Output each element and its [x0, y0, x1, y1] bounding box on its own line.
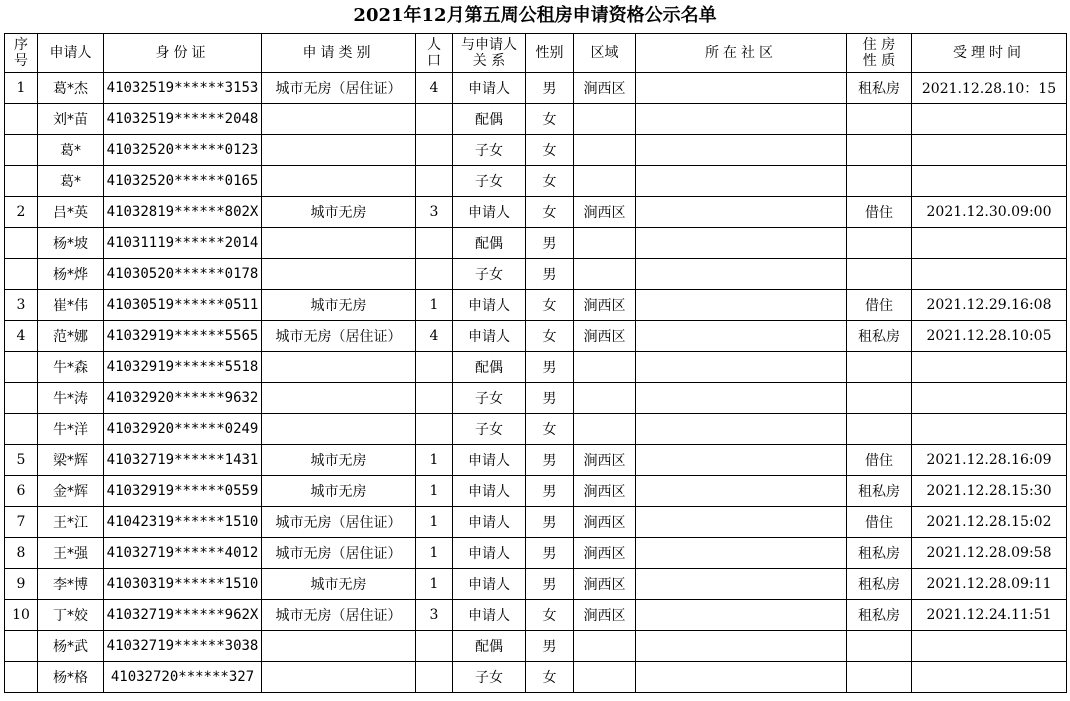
cell-category — [262, 228, 416, 259]
table-row — [5, 135, 1067, 166]
cell-seq — [5, 166, 38, 197]
header-seq-line1: 序 — [14, 37, 28, 53]
cell-relation: 申请人 — [453, 445, 526, 476]
cell-gender: 男 — [526, 259, 574, 290]
cell-time — [912, 135, 1067, 166]
cell-district: 涧西区 — [574, 600, 636, 631]
cell-seq: 1 — [5, 73, 38, 104]
header-category-text: 申请类别 — [302, 45, 375, 61]
cell-category: 城市无房（居住证） — [262, 600, 416, 631]
cell-category: 城市无房 — [262, 290, 416, 321]
cell-community — [636, 383, 847, 414]
header-gender: 性别 — [526, 34, 574, 73]
cell-id: 41032919******5518 — [104, 352, 262, 383]
cell-time: 2021.12.28.09:11 — [912, 569, 1067, 600]
cell-population: 1 — [416, 445, 453, 476]
cell-relation: 子女 — [453, 135, 526, 166]
cell-relation: 子女 — [453, 259, 526, 290]
cell-district — [574, 383, 636, 414]
cell-relation: 申请人 — [453, 290, 526, 321]
cell-time — [912, 104, 1067, 135]
cell-gender: 男 — [526, 631, 574, 662]
cell-applicant: 杨*武 — [38, 631, 104, 662]
header-community-text: 所在社区 — [705, 45, 777, 61]
cell-id: 41032719******962X — [104, 600, 262, 631]
cell-gender: 女 — [526, 321, 574, 352]
cell-applicant: 杨*坡 — [38, 228, 104, 259]
table-row — [5, 73, 1067, 104]
table-row — [5, 104, 1067, 135]
cell-id: 41032520******0123 — [104, 135, 262, 166]
cell-population: 1 — [416, 507, 453, 538]
cell-housing — [847, 352, 912, 383]
cell-id: 41030319******1510 — [104, 569, 262, 600]
header-housing — [847, 34, 912, 73]
cell-id: 41032819******802X — [104, 197, 262, 228]
cell-id: 41032519******2048 — [104, 104, 262, 135]
cell-population — [416, 104, 453, 135]
cell-seq — [5, 228, 38, 259]
cell-id: 41032719******1431 — [104, 445, 262, 476]
cell-applicant: 崔*伟 — [38, 290, 104, 321]
cell-gender: 女 — [526, 104, 574, 135]
cell-housing — [847, 414, 912, 445]
cell-gender: 女 — [526, 600, 574, 631]
header-time-text: 受理时间 — [953, 45, 1025, 61]
cell-applicant: 牛*洋 — [38, 414, 104, 445]
cell-category: 城市无房（居住证） — [262, 321, 416, 352]
cell-applicant: 牛*涛 — [38, 383, 104, 414]
cell-applicant: 刘*苗 — [38, 104, 104, 135]
cell-seq: 9 — [5, 569, 38, 600]
cell-population: 1 — [416, 290, 453, 321]
table-row — [5, 600, 1067, 631]
cell-community — [636, 73, 847, 104]
cell-district — [574, 414, 636, 445]
cell-population: 3 — [416, 600, 453, 631]
cell-applicant: 牛*森 — [38, 352, 104, 383]
cell-housing — [847, 104, 912, 135]
cell-district — [574, 631, 636, 662]
cell-time — [912, 662, 1067, 693]
cell-community — [636, 135, 847, 166]
cell-applicant: 葛*杰 — [38, 73, 104, 104]
cell-time — [912, 383, 1067, 414]
cell-relation: 子女 — [453, 383, 526, 414]
table-row — [5, 228, 1067, 259]
cell-district: 涧西区 — [574, 290, 636, 321]
header-population — [416, 34, 453, 73]
cell-relation: 配偶 — [453, 104, 526, 135]
cell-community — [636, 600, 847, 631]
table-row — [5, 352, 1067, 383]
cell-seq: 3 — [5, 290, 38, 321]
cell-housing — [847, 228, 912, 259]
table-row — [5, 166, 1067, 197]
cell-seq — [5, 414, 38, 445]
cell-time: 2021.12.28.10：15 — [912, 73, 1067, 104]
cell-population: 4 — [416, 321, 453, 352]
cell-id: 41030519******0511 — [104, 290, 262, 321]
cell-category — [262, 259, 416, 290]
cell-category — [262, 104, 416, 135]
cell-time — [912, 259, 1067, 290]
cell-seq — [5, 104, 38, 135]
cell-housing: 借住 — [847, 290, 912, 321]
table-row — [5, 476, 1067, 507]
cell-district — [574, 104, 636, 135]
cell-population: 3 — [416, 197, 453, 228]
cell-housing: 租私房 — [847, 538, 912, 569]
cell-category: 城市无房（居住证） — [262, 538, 416, 569]
cell-relation: 子女 — [453, 662, 526, 693]
cell-seq: 4 — [5, 321, 38, 352]
cell-housing — [847, 631, 912, 662]
cell-community — [636, 197, 847, 228]
cell-time: 2021.12.28.10:05 — [912, 321, 1067, 352]
cell-time: 2021.12.30.09:00 — [912, 197, 1067, 228]
cell-community — [636, 166, 847, 197]
cell-relation: 申请人 — [453, 197, 526, 228]
cell-category: 城市无房 — [262, 476, 416, 507]
cell-housing: 租私房 — [847, 73, 912, 104]
cell-district — [574, 662, 636, 693]
table-row — [5, 631, 1067, 662]
cell-district — [574, 166, 636, 197]
cell-applicant: 王*强 — [38, 538, 104, 569]
cell-gender: 男 — [526, 476, 574, 507]
table-row — [5, 445, 1067, 476]
header-id — [104, 34, 262, 73]
cell-district: 涧西区 — [574, 538, 636, 569]
header-housing-line2: 性 质 — [862, 53, 896, 69]
cell-population — [416, 631, 453, 662]
cell-category — [262, 631, 416, 662]
table-row — [5, 197, 1067, 228]
cell-relation: 配偶 — [453, 631, 526, 662]
cell-category: 城市无房 — [262, 569, 416, 600]
cell-community — [636, 569, 847, 600]
cell-time — [912, 166, 1067, 197]
header-relation — [453, 34, 526, 73]
cell-applicant: 葛* — [38, 166, 104, 197]
cell-relation: 申请人 — [453, 569, 526, 600]
cell-seq: 2 — [5, 197, 38, 228]
cell-category — [262, 383, 416, 414]
cell-time: 2021.12.28.09:58 — [912, 538, 1067, 569]
cell-category — [262, 135, 416, 166]
cell-seq: 7 — [5, 507, 38, 538]
cell-population — [416, 166, 453, 197]
cell-district: 涧西区 — [574, 507, 636, 538]
cell-relation: 申请人 — [453, 538, 526, 569]
cell-community — [636, 662, 847, 693]
cell-population — [416, 228, 453, 259]
cell-housing: 租私房 — [847, 569, 912, 600]
header-seq-line2: 号 — [14, 53, 28, 69]
cell-population: 1 — [416, 538, 453, 569]
cell-applicant: 葛* — [38, 135, 104, 166]
header-relation-line1: 与申请人 — [461, 37, 517, 53]
cell-id: 41042319******1510 — [104, 507, 262, 538]
cell-housing: 租私房 — [847, 600, 912, 631]
applicant-table — [4, 33, 1067, 693]
cell-id: 41032719******3038 — [104, 631, 262, 662]
cell-applicant: 丁*姣 — [38, 600, 104, 631]
cell-seq: 10 — [5, 600, 38, 631]
cell-community — [636, 352, 847, 383]
table-header-row — [5, 34, 1067, 73]
cell-seq — [5, 135, 38, 166]
header-seq — [5, 34, 38, 73]
cell-relation: 配偶 — [453, 352, 526, 383]
cell-relation: 申请人 — [453, 600, 526, 631]
cell-community — [636, 228, 847, 259]
cell-district: 涧西区 — [574, 476, 636, 507]
cell-relation: 子女 — [453, 414, 526, 445]
cell-time: 2021.12.28.15:02 — [912, 507, 1067, 538]
table-row — [5, 507, 1067, 538]
cell-gender: 男 — [526, 352, 574, 383]
cell-gender: 男 — [526, 73, 574, 104]
cell-housing — [847, 383, 912, 414]
cell-population: 4 — [416, 73, 453, 104]
cell-category — [262, 352, 416, 383]
cell-district — [574, 135, 636, 166]
cell-community — [636, 414, 847, 445]
header-applicant: 申请人 — [38, 34, 104, 73]
cell-id: 41032720******327 — [104, 662, 262, 693]
cell-relation: 配偶 — [453, 228, 526, 259]
cell-seq — [5, 259, 38, 290]
cell-district: 涧西区 — [574, 321, 636, 352]
cell-population — [416, 414, 453, 445]
cell-id: 41032519******3153 — [104, 73, 262, 104]
cell-seq — [5, 662, 38, 693]
cell-category — [262, 166, 416, 197]
cell-id: 41032920******0249 — [104, 414, 262, 445]
cell-gender: 男 — [526, 445, 574, 476]
cell-category — [262, 414, 416, 445]
cell-population — [416, 383, 453, 414]
cell-district — [574, 259, 636, 290]
cell-applicant: 杨*格 — [38, 662, 104, 693]
header-population-line1: 人 — [427, 37, 441, 53]
table-row — [5, 290, 1067, 321]
cell-applicant: 王*江 — [38, 507, 104, 538]
cell-seq: 5 — [5, 445, 38, 476]
cell-gender: 女 — [526, 414, 574, 445]
cell-gender: 男 — [526, 383, 574, 414]
cell-community — [636, 631, 847, 662]
cell-gender: 男 — [526, 507, 574, 538]
cell-category: 城市无房 — [262, 197, 416, 228]
cell-id: 41030520******0178 — [104, 259, 262, 290]
cell-seq: 8 — [5, 538, 38, 569]
table-row — [5, 569, 1067, 600]
cell-category — [262, 662, 416, 693]
cell-time: 2021.12.24.11:51 — [912, 600, 1067, 631]
cell-housing: 租私房 — [847, 321, 912, 352]
table-row — [5, 662, 1067, 693]
cell-time: 2021.12.28.16:09 — [912, 445, 1067, 476]
cell-community — [636, 104, 847, 135]
cell-housing — [847, 166, 912, 197]
cell-time — [912, 228, 1067, 259]
cell-gender: 女 — [526, 197, 574, 228]
cell-district — [574, 228, 636, 259]
cell-time — [912, 631, 1067, 662]
cell-applicant: 梁*辉 — [38, 445, 104, 476]
cell-relation: 申请人 — [453, 73, 526, 104]
table-row — [5, 414, 1067, 445]
header-housing-line1: 住 房 — [862, 37, 896, 53]
cell-seq: 6 — [5, 476, 38, 507]
cell-population — [416, 352, 453, 383]
cell-applicant: 金*辉 — [38, 476, 104, 507]
cell-category: 城市无房（居住证） — [262, 73, 416, 104]
header-time — [912, 34, 1067, 73]
cell-time: 2021.12.29.16:08 — [912, 290, 1067, 321]
cell-time — [912, 414, 1067, 445]
cell-community — [636, 445, 847, 476]
cell-gender: 男 — [526, 569, 574, 600]
cell-population — [416, 662, 453, 693]
cell-district: 涧西区 — [574, 445, 636, 476]
cell-relation: 子女 — [453, 166, 526, 197]
table-row — [5, 259, 1067, 290]
cell-relation: 申请人 — [453, 476, 526, 507]
cell-relation: 申请人 — [453, 321, 526, 352]
table-row — [5, 321, 1067, 352]
header-relation-line2: 关 系 — [472, 53, 506, 69]
header-district: 区域 — [574, 34, 636, 73]
cell-community — [636, 507, 847, 538]
cell-id: 41032920******9632 — [104, 383, 262, 414]
cell-seq — [5, 383, 38, 414]
cell-community — [636, 290, 847, 321]
header-id-text: 身份证 — [155, 45, 210, 61]
cell-community — [636, 321, 847, 352]
cell-id: 41032919******5565 — [104, 321, 262, 352]
cell-category: 城市无房 — [262, 445, 416, 476]
cell-population — [416, 135, 453, 166]
cell-housing: 租私房 — [847, 476, 912, 507]
cell-gender: 女 — [526, 290, 574, 321]
cell-gender: 女 — [526, 135, 574, 166]
cell-applicant: 杨*烨 — [38, 259, 104, 290]
cell-gender: 女 — [526, 662, 574, 693]
cell-community — [636, 538, 847, 569]
cell-district: 涧西区 — [574, 197, 636, 228]
cell-category: 城市无房（居住证） — [262, 507, 416, 538]
header-community — [636, 34, 847, 73]
cell-housing — [847, 662, 912, 693]
page-title: 2021年12月第五周公租房申请资格公示名单 — [353, 5, 717, 26]
cell-time — [912, 352, 1067, 383]
cell-seq — [5, 631, 38, 662]
cell-housing — [847, 135, 912, 166]
cell-gender: 女 — [526, 166, 574, 197]
cell-id: 41032919******0559 — [104, 476, 262, 507]
cell-id: 41031119******2014 — [104, 228, 262, 259]
table-body — [5, 73, 1067, 693]
cell-district — [574, 352, 636, 383]
header-category — [262, 34, 416, 73]
cell-applicant: 范*娜 — [38, 321, 104, 352]
cell-gender: 男 — [526, 538, 574, 569]
cell-district: 涧西区 — [574, 569, 636, 600]
cell-community — [636, 476, 847, 507]
header-population-line2: 口 — [427, 53, 441, 69]
cell-time: 2021.12.28.15:30 — [912, 476, 1067, 507]
cell-id: 41032719******4012 — [104, 538, 262, 569]
cell-district: 涧西区 — [574, 73, 636, 104]
cell-applicant: 李*博 — [38, 569, 104, 600]
cell-relation: 申请人 — [453, 507, 526, 538]
cell-housing: 借住 — [847, 507, 912, 538]
cell-id: 41032520******0165 — [104, 166, 262, 197]
cell-population — [416, 259, 453, 290]
cell-housing: 借住 — [847, 445, 912, 476]
cell-population: 1 — [416, 569, 453, 600]
table-row — [5, 538, 1067, 569]
cell-gender: 男 — [526, 228, 574, 259]
cell-applicant: 吕*英 — [38, 197, 104, 228]
cell-community — [636, 259, 847, 290]
cell-housing: 借住 — [847, 197, 912, 228]
cell-housing — [847, 259, 912, 290]
cell-seq — [5, 352, 38, 383]
table-row — [5, 383, 1067, 414]
cell-population: 1 — [416, 476, 453, 507]
